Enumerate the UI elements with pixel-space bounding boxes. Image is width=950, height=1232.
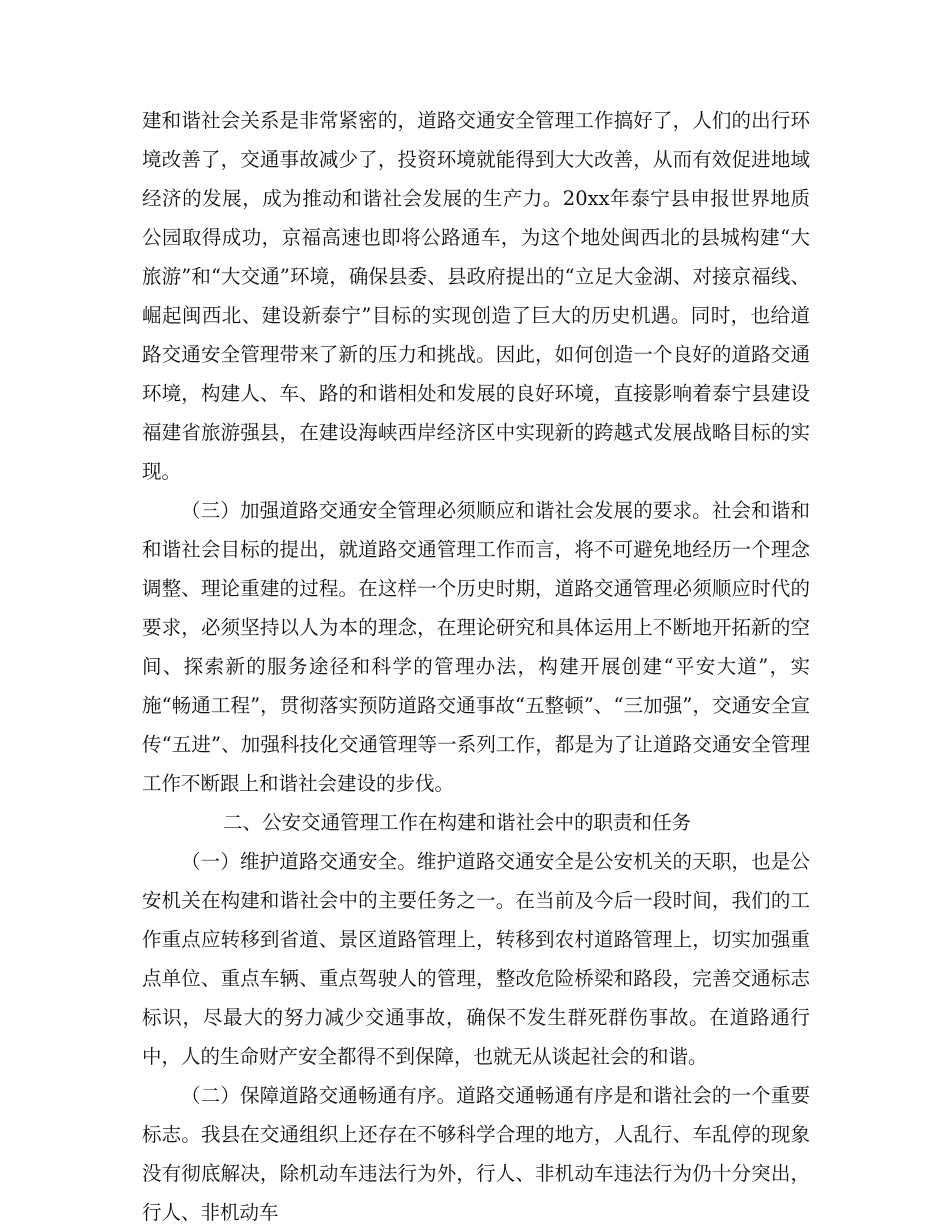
paragraph-continuation: 建和谐社会关系是非常紧密的，道路交通安全管理工作搞好了，人们的出行环境改善了，交通事故减少了，投资环境就能得到大大改善，从而有效促进地域经济的发展，成为推动和谐社会发展的生产力。20xx年泰宁县申报世界地质公园取得成功，京福高速也即将公路通车，为这个地处闽西北的县城构建“大旅游”和“大交通”环境，确保县委、县政府提出的“立足大金湖、对接京福线、崛起闽西北、建设新泰宁”目标的实现创造了巨大的历史机遇。同时，也给道路交通安全管理带来了新的压力和挑战。因此，如何创造一个良好的道路交通环境，构建人、车、路的和谐相处和发展的良好环境，直接影响着泰宁县建设福建省旅游强县，在建设海峡西岸经济区中实现新的跨越式发展战略目标的实现。: [142, 109, 810, 483]
paragraph-section-3: （三）加强道路交通安全管理必须顺应和谐社会发展的要求。社会和谐和和谐社会目标的提出，就道路交通管理工作而言，将不可避免地经历一个理念调整、理论重建的过程。在这样一个历史时期，道路交通管理必须顺应时代的要求，必须坚持以人为本的理念，在理论研究和具体运用上不断地开拓新的空间、探索新的服务途径和科学的管理办法，构建开展创建“平安大道”，实施“畅通工程”，贯彻落实预防道路交通事故“五整顿”、“三加强”，交通安全宣传“五进”、加强科技化交通管理等一系列工作，都是为了让道路交通安全管理工作不断跟上和谐社会建设的步伐。: [142, 499, 810, 795]
paragraph-item-2: （二）保障道路交通畅通有序。道路交通畅通有序是和谐社会的一个重要标志。我县在交通组织上还存在不够科学合理的地方，人乱行、车乱停的现象没有彻底解决，除机动车违法行为外，行人、非机动车违法行为仍十分突出，行人、非机动车: [142, 1084, 810, 1224]
document-body: [142, 101, 810, 1232]
paragraph-item-1: （一）维护道路交通安全。维护道路交通安全是公安机关的天职，也是公安机关在构建和谐社会中的主要任务之一。在当前及今后一段时间，我们的工作重点应转移到省道、景区道路管理上，转移到农村道路管理上，切实加强重点单位、重点车辆、重点驾驶人的管理，整改危险桥梁和路段，完善交通标志标识，尽最大的努力减少交通事故，确保不发生群死群伤事故。在道路通行中，人的生命财产安全都得不到保障，也就无从谈起社会的和谐。: [142, 850, 810, 1068]
section-heading: 二、公安交通管理工作在构建和谐社会中的职责和任务: [223, 811, 692, 834]
